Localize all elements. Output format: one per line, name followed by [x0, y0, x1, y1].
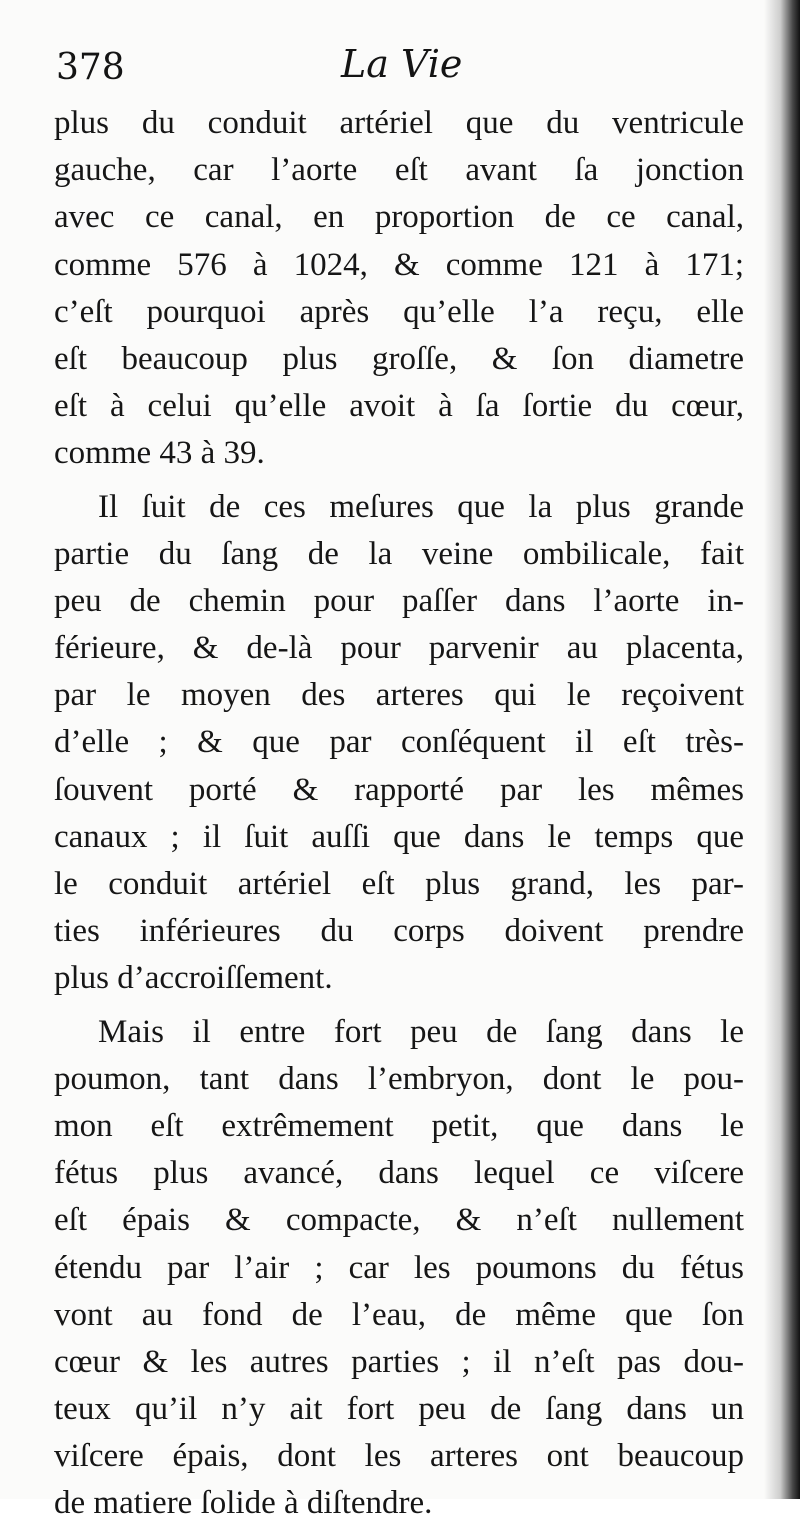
text-line: plus du conduit artériel que du ventricule	[54, 105, 744, 141]
page-gutter-shadow	[764, 0, 800, 1499]
text-line: plus d’accroiſſement.	[54, 960, 333, 997]
body-text	[54, 100, 744, 1528]
text-line: mon eſt extrêmement petit, que dans le	[54, 1107, 744, 1144]
running-head: La Vie	[341, 42, 463, 86]
text-line: comme 43 à 39.	[54, 435, 265, 472]
text-line: d’elle ; & que par conſéquent il eſt très-	[54, 724, 744, 761]
text-line: c’eſt pourquoi après qu’elle l’a reçu, elle	[54, 293, 744, 330]
paragraph	[54, 1009, 744, 1528]
text-line: par le moyen des arteres qui le reçoivent	[54, 677, 744, 714]
text-line: canaux ; il ſuit auſſi que dans le temps que	[54, 818, 744, 855]
text-line: le conduit artériel eſt plus grand, les par-	[54, 866, 744, 902]
text-line: teux qu’il n’y ait fort peu de ſang dans un	[54, 1391, 744, 1428]
text-line: eſt épais & compacte, & n’eſt nullement	[54, 1202, 744, 1239]
text-line: partie du ſang de la veine ombilicale, fait	[54, 535, 744, 572]
text-line: Mais il entre fort peu de ſang dans le	[98, 1013, 744, 1050]
text-line: comme 576 à 1024, & comme 121 à 171;	[54, 246, 744, 283]
text-line: poumon, tant dans l’embryon, dont le pou-	[54, 1060, 744, 1097]
paragraph	[54, 100, 744, 478]
text-line: vont au fond de l’eau, de même que ſon	[54, 1296, 744, 1333]
text-line: eſt beaucoup plus groſſe, & ſon diametre	[54, 340, 744, 377]
text-line: viſcere épais, dont les arteres ont beaucoup	[54, 1438, 744, 1475]
text-line: eſt à celui qu’elle avoit à ſa ſortie du cœur,	[54, 388, 744, 425]
paragraph	[54, 484, 744, 1003]
text-line: ſouvent porté & rapporté par les mêmes	[54, 771, 744, 808]
text-line: gauche, car l’aorte eſt avant ſa jonction	[54, 152, 744, 189]
text-line: ties inférieures du corps doivent prendre	[54, 913, 744, 950]
page-number: 378	[56, 47, 125, 88]
text-line: peu de chemin pour paſſer dans l’aorte in-	[54, 582, 744, 619]
text-line: étendu par l’air ; car les poumons du fétus	[54, 1249, 744, 1286]
text-line: férieure, & de-là pour parvenir au placenta,	[54, 630, 744, 667]
text-line: Il ſuit de ces meſures que la plus grande	[98, 488, 744, 525]
text-line: avec ce canal, en proportion de ce canal,	[54, 199, 744, 236]
text-line: de matiere ſolide à diſtendre.	[54, 1485, 433, 1522]
page-header	[56, 38, 746, 94]
text-line: fétus plus avancé, dans lequel ce viſcere	[54, 1155, 744, 1192]
text-line: cœur & les autres parties ; il n’eſt pas dou-	[54, 1343, 744, 1380]
